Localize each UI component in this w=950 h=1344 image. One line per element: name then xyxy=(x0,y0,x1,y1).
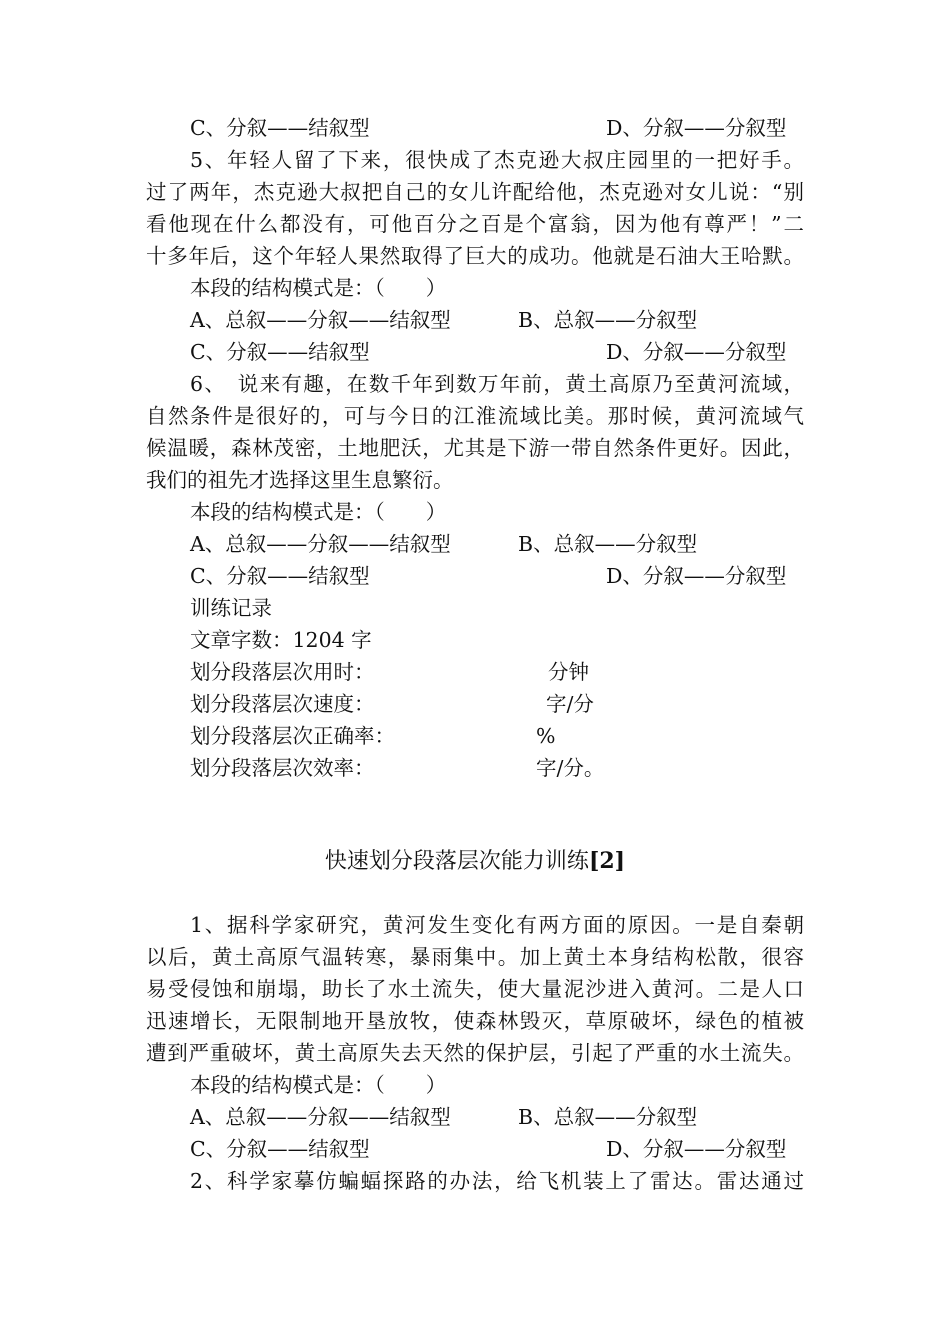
s2-q1-line-3: 易受侵蚀和崩塌，助长了水土流失，使大量泥沙进入黄河。二是人口 xyxy=(146,977,804,1001)
s2-q1-prompt: 本段的结构模式是：（ ） xyxy=(190,1073,447,1097)
q5-option-c: C、分叙——结叙型 xyxy=(190,340,370,364)
record-speed-unit: 字/分 xyxy=(546,692,594,716)
q5-option-a: A、总叙——分叙——结叙型 xyxy=(190,308,451,332)
option-c: C、分叙——结叙型 xyxy=(190,116,370,140)
record-time-label: 划分段落层次用时： xyxy=(190,660,375,684)
s2-q1-line-2: 以后，黄土高原气温转寒，暴雨集中。加上黄土本身结构松散，很容 xyxy=(146,945,804,969)
q6-line-3: 候温暖，森林茂密，土地肥沃，尤其是下游一带自然条件更好。因此， xyxy=(146,436,804,460)
q6-option-a: A、总叙——分叙——结叙型 xyxy=(190,532,451,556)
record-time-unit: 分钟 xyxy=(548,660,589,684)
s2-q1-option-d: D、分叙——分叙型 xyxy=(606,1137,787,1161)
option-d: D、分叙——分叙型 xyxy=(606,116,787,140)
q6-line-2: 自然条件是很好的，可与今日的江淮流域比美。那时候，黄河流域气 xyxy=(146,404,804,428)
record-accuracy-label: 划分段落层次正确率： xyxy=(190,724,395,748)
q5-option-d: D、分叙——分叙型 xyxy=(606,340,787,364)
q5-line-2: 过了两年，杰克逊大叔把自己的女儿许配给他，杰克逊对女儿说：“别 xyxy=(146,180,804,204)
q5-line-3: 看他现在什么都没有，可他百分之百是个富翁，因为他有尊严！”二 xyxy=(146,212,804,236)
q6-prompt: 本段的结构模式是：（ ） xyxy=(190,500,447,524)
record-efficiency-label: 划分段落层次效率： xyxy=(190,756,375,780)
s2-q1-option-b: B、总叙——分叙型 xyxy=(518,1105,698,1129)
record-heading: 训练记录 xyxy=(190,596,272,620)
q6-option-b: B、总叙——分叙型 xyxy=(518,532,698,556)
s2-q1-line-4: 迅速增长，无限制地开垦放牧，使森林毁灭，草原破坏，绿色的植被 xyxy=(146,1009,804,1033)
s2-q1-option-a: A、总叙——分叙——结叙型 xyxy=(190,1105,451,1129)
record-speed-label: 划分段落层次速度： xyxy=(190,692,375,716)
q6-line-1: 6、 说来有趣，在数千年到数万年前，黄土高原乃至黄河流域， xyxy=(190,372,804,396)
section-title-number: [2] xyxy=(588,848,626,874)
q5-option-b: B、总叙——分叙型 xyxy=(518,308,698,332)
q6-option-c: C、分叙——结叙型 xyxy=(190,564,370,588)
record-word-count: 文章字数：1204 字 xyxy=(190,628,372,652)
s2-q1-line-5: 遭到严重破坏，黄土高原失去天然的保护层，引起了严重的水土流失。 xyxy=(146,1041,804,1065)
q5-prompt: 本段的结构模式是：（ ） xyxy=(190,276,447,300)
s2-q1-line-1: 1、据科学家研究，黄河发生变化有两方面的原因。一是自秦朝 xyxy=(190,913,804,937)
q6-option-d: D、分叙——分叙型 xyxy=(606,564,787,588)
s2-q1-option-c: C、分叙——结叙型 xyxy=(190,1137,370,1161)
record-accuracy-unit: % xyxy=(536,724,556,748)
q6-line-4: 我们的祖先才选择这里生息繁衍。 xyxy=(146,468,454,492)
section-title xyxy=(0,843,950,880)
q5-line-4: 十多年后，这个年轻人果然取得了巨大的成功。他就是石油大王哈默。 xyxy=(146,244,804,268)
record-efficiency-unit: 字/分。 xyxy=(536,756,605,780)
s2-q2-line-1: 2、科学家摹仿蝙蝠探路的办法，给飞机装上了雷达。雷达通过 xyxy=(190,1169,804,1193)
section-title-text: 快速划分段落层次能力训练 xyxy=(324,849,589,874)
q5-line-1: 5、年轻人留了下来，很快成了杰克逊大叔庄园里的一把好手。 xyxy=(190,148,804,172)
